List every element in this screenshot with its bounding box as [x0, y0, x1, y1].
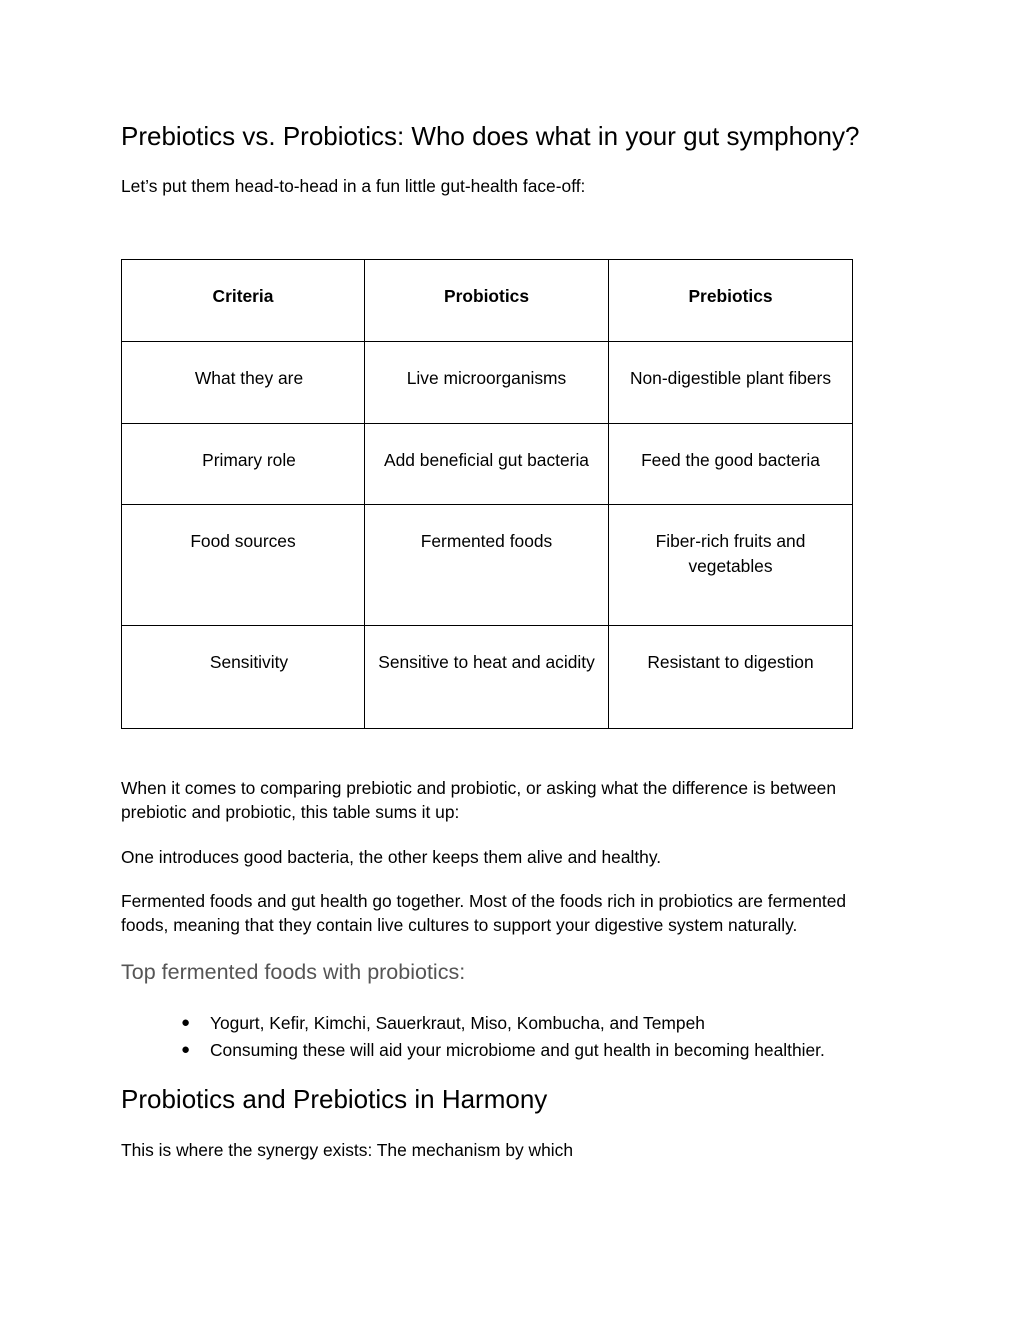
table-cell: Food sources	[122, 505, 365, 626]
table-header-cell: Probiotics	[365, 260, 609, 342]
bullet-icon: ●	[181, 1040, 191, 1058]
table-row	[122, 342, 853, 424]
table-cell: Sensitivity	[122, 626, 365, 729]
list-item-text: Yogurt, Kefir, Kimchi, Sauerkraut, Miso, Kombucha, and Tempeh	[210, 1013, 705, 1033]
comparison-table	[121, 259, 853, 729]
table-cell: Primary role	[122, 424, 365, 505]
list-item-text: Consuming these will aid your microbiome and gut health in becoming healthier.	[210, 1039, 825, 1060]
table-cell: Sensitive to heat and acidity	[365, 626, 609, 729]
table-header-row	[122, 260, 853, 342]
table-cell: Fiber-rich fruits and vegetables	[609, 505, 853, 626]
table-row	[122, 505, 853, 626]
closing-paragraph: This is where the synergy exists: The mechanism by which	[121, 1140, 574, 1160]
bullet-icon: ●	[181, 1014, 191, 1031]
table-header-cell: Prebiotics	[609, 260, 853, 342]
list-item	[181, 1037, 901, 1064]
table-cell: Feed the good bacteria	[609, 424, 853, 505]
body-paragraph: When it comes to comparing prebiotic and probiotic, or asking what the difference is between prebiotic and probiotic, this table sums it up:	[121, 778, 837, 822]
body-paragraph: Fermented foods and gut health go together. Most of the foods rich in probiotics are fermented foods, meaning that they contain live cultures to support your digestive system naturally.	[121, 891, 847, 935]
table-row	[122, 626, 853, 729]
table-cell: What they are	[122, 342, 365, 424]
subheading: Top fermented foods with probiotics:	[121, 960, 466, 984]
body-paragraph: One introduces good bacteria, the other keeps them alive and healthy.	[121, 847, 662, 867]
table-header-cell: Criteria	[122, 260, 365, 342]
table-cell: Add beneficial gut bacteria	[365, 424, 609, 505]
page-title: Prebiotics vs. Probiotics: Who does what in your gut symphony?	[121, 121, 860, 151]
table-row	[122, 424, 853, 505]
table-cell: Non-digestible plant fibers	[609, 342, 853, 424]
bullet-list	[181, 1010, 901, 1063]
table-cell: Resistant to digestion	[609, 626, 853, 729]
list-item	[181, 1010, 901, 1037]
intro-paragraph: Let’s put them head-to-head in a fun little gut-health face-off:	[121, 176, 586, 196]
table-cell: Live microorganisms	[365, 342, 609, 424]
section-heading: Probiotics and Prebiotics in Harmony	[121, 1084, 548, 1114]
table-cell: Fermented foods	[365, 505, 609, 626]
